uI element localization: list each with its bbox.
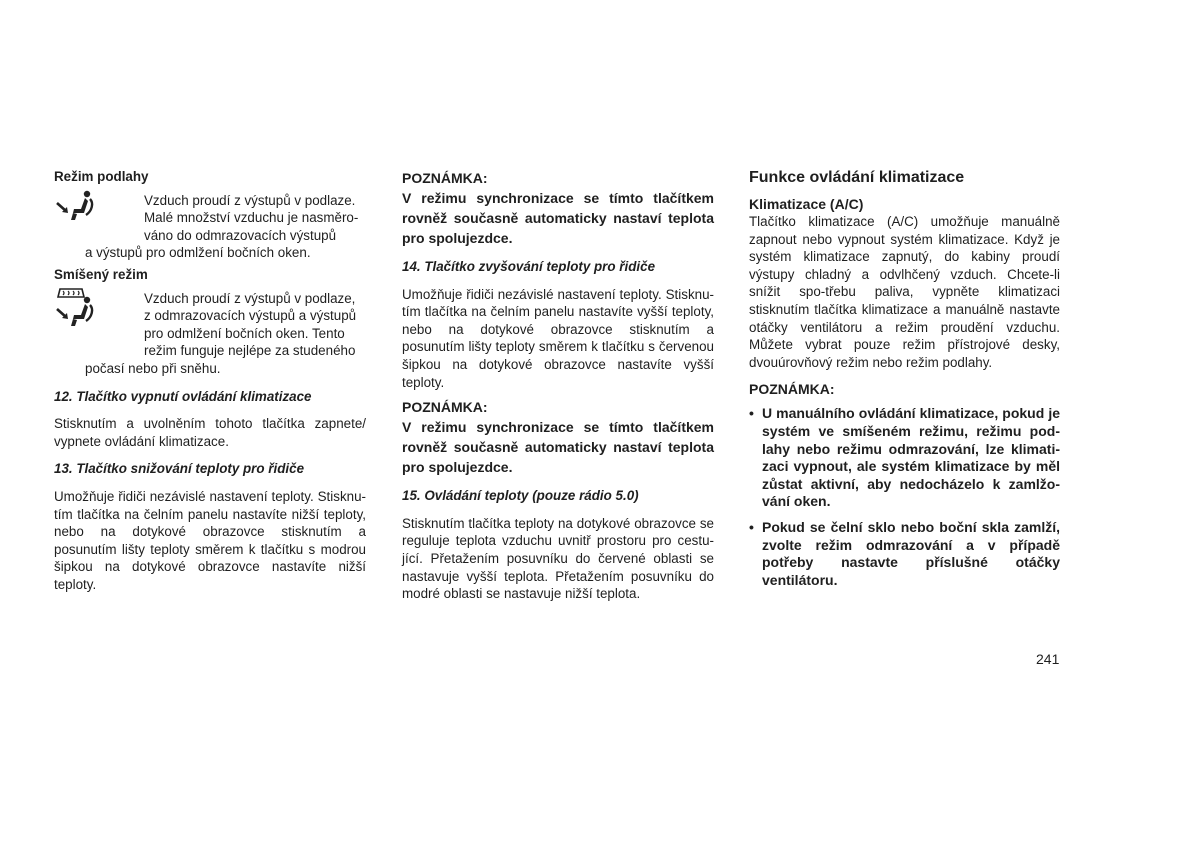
mixed-mode-title: Smíšený režim <box>54 266 148 282</box>
ac-title: Klimatizace (A/C) <box>749 196 864 212</box>
mixed-mode-tail: počasí nebo při sněhu. <box>85 360 221 376</box>
item-13-title: 13. Tlačítko snižování teploty pro řidiče <box>54 461 305 477</box>
floor-mode-tail: a výstupů pro odmlžení bočních oken. <box>85 245 311 261</box>
column-middle <box>402 168 714 603</box>
mixed-line-3: pro odmlžení bočních oken. Tento <box>144 325 345 341</box>
item-12-title: 12. Tlačítko vypnutí ovládání klimatizace <box>54 388 312 404</box>
mixed-mode-block <box>54 290 366 378</box>
item-15-text: Stisknutím tlačítka teploty na dotykové obrazovce se reguluje teplota vzduchu uvnitř prostoru pro cestu-jící. Přetažením posuvníku do červené oblasti se nastavuje vyšší teplota. Přetažením posuvníku do modré oblasti se nastavuje nižší teplota. <box>402 515 714 602</box>
bullet-text-1: U manuálního ovládání klimatizace, pokud je systém ve smíšeném režimu, režimu pod-lahy nebo režimu odmrazování, lze klimati-zaci vypnout, ale systém klimatizace by měl zůstat aktivní, aby nedocházelo k zamlžo-vání oken. <box>762 405 1060 510</box>
mixed-line-2: z odmrazovacích výstupů a výstupů <box>144 308 357 324</box>
column-left <box>54 168 366 593</box>
column-right <box>749 168 1060 589</box>
item-15-title: 15. Ovládání teploty (pouze rádio 5.0) <box>402 488 639 504</box>
floor-mode-icon <box>54 189 98 225</box>
bullet-dot: • <box>749 405 754 422</box>
ac-text: Tlačítko klimatizace (A/C) umožňuje manuálně zapnout nebo vypnout systém klimatizace. Když je systém klimatizace zapnutý, do kabiny proudí výstupy chladný a odvlhčený vzduch. Chcete-li snížit spo-třebu paliva, vypněte klimatizaci stisknutím tlačítka klimatizace a manuálně nastavte otáčky ventilátoru a režim proudění vzduchu. Můžete vybrat pouze režim přístrojové desky, dvouúrovňový režim nebo režim podlahy. <box>749 214 1060 370</box>
bullet-dot: • <box>749 518 754 535</box>
section-title: Funkce ovládání klimatizace <box>749 169 965 186</box>
item-14-title: 14. Tlačítko zvyšování teploty pro řidiče <box>402 259 656 274</box>
mixed-line-1: Vzduch proudí z výstupů v podlaze, <box>144 290 356 306</box>
item-13-text: Umožňuje řidiči nezávislé nastavení teploty. Stisknu-tím tlačítka na čelním panelu nastavíte nižší teploty, nebo na dotykové obrazovce stisknutím a posunutím lišty teploty směrem k tlačítku s modrou šipkou na dotykové obrazovce nastavíte nižší teploty. <box>54 488 366 592</box>
floor-line-2: Malé množství vzduchu je nasměro- <box>144 210 359 226</box>
note-2-text: V režimu synchronizace se tímto tlačítkem rovněž současně automaticky nastaví teplota pro spolujezdce. <box>402 419 714 476</box>
floor-line-3: váno do odmrazovacích výstupů <box>144 227 337 243</box>
mixed-line-4: režim funguje nejlépe za studeného <box>144 343 356 359</box>
note-2-label: POZNÁMKA: <box>402 399 488 416</box>
page-number: 241 <box>1036 651 1060 667</box>
note-bullet-list <box>749 405 1060 589</box>
floor-mode-title: Režim podlahy <box>54 169 149 184</box>
note-1-text: V režimu synchronizace se tímto tlačítkem rovněž současně automaticky nastaví teplota pro spolujezdce. <box>402 190 714 246</box>
note-1-label: POZNÁMKA: <box>402 170 488 186</box>
mixed-mode-icon <box>54 287 98 329</box>
note-bullet-item <box>749 519 1060 589</box>
note-3-label: POZNÁMKA: <box>749 381 835 398</box>
floor-line-1: Vzduch proudí z výstupů v podlaze. <box>144 192 356 208</box>
item-14-text: Umožňuje řidiči nezávislé nastavení teploty. Stisknu-tím tlačítka na čelním panelu nastavíte vyšší teploty, nebo na dotykové obrazovce stisknutím a posunutím lišty teploty směrem k tlačítku s červenou šipkou na dotykové obrazovce nastavíte vyšší teploty. <box>402 286 714 390</box>
bullet-text-2: Pokud se čelní sklo nebo boční skla zamlží, zvolte režim odmrazování a v případě potřeby nastavte příslušné otáčky ventilátoru. <box>762 518 1060 588</box>
floor-mode-block <box>54 192 366 262</box>
note-bullet-item <box>749 405 1060 511</box>
item-12-text: Stisknutím a uvolněním tohoto tlačítka zapnete/ vypnete ovládání klimatizace. <box>54 416 366 449</box>
